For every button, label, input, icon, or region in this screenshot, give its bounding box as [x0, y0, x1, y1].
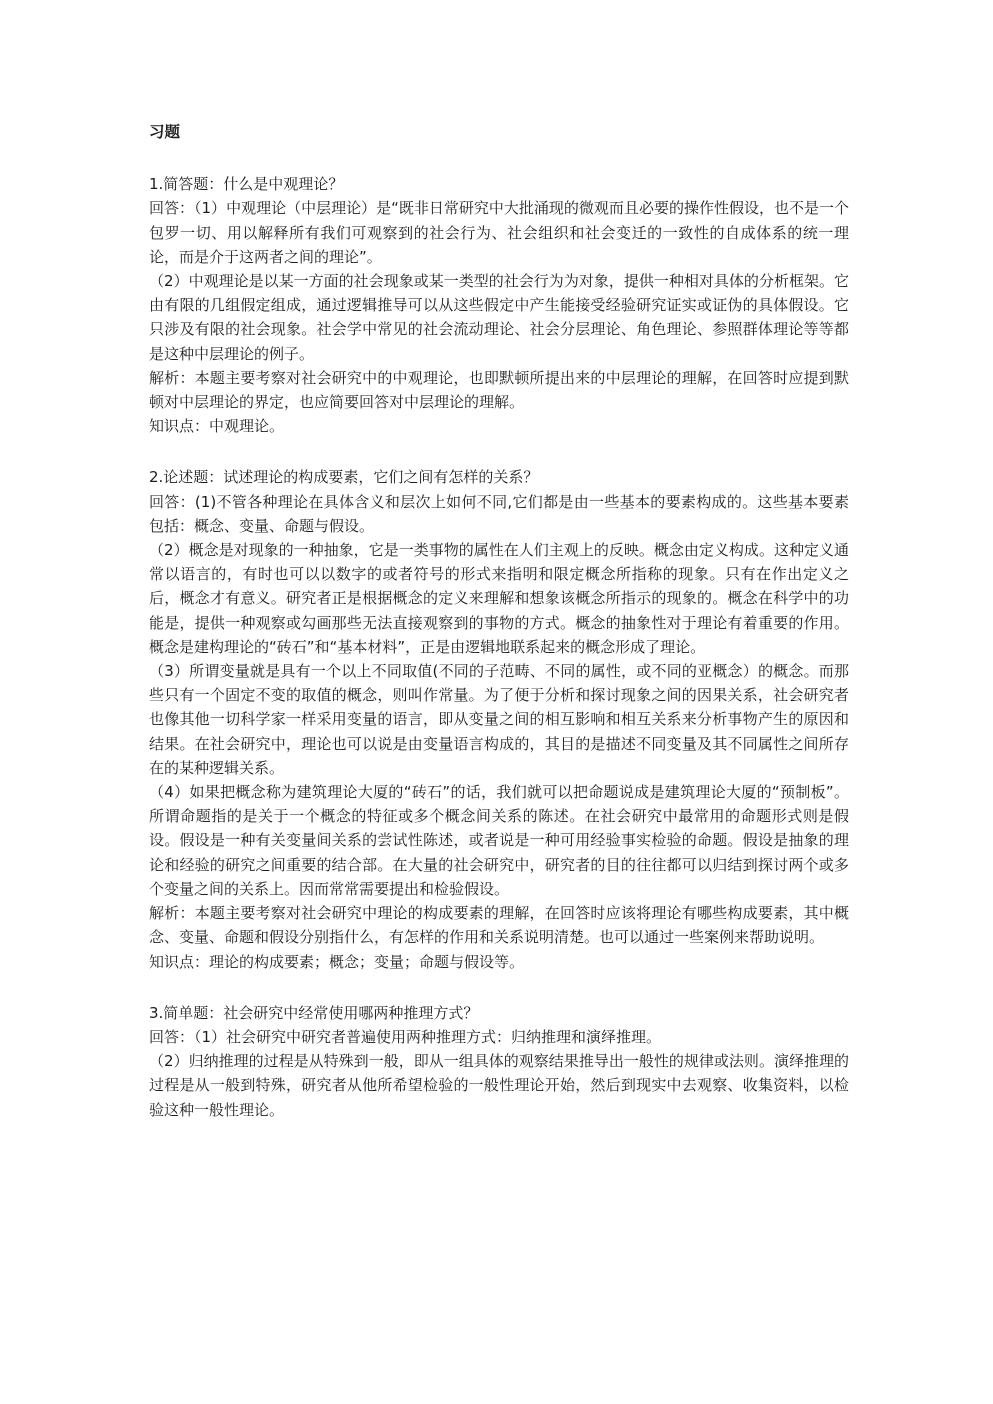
question-heading: 2.论述题：试述理论的构成要素，它们之间有怎样的关系？ — [149, 468, 539, 487]
answer-paragraph: 回答：（1）中观理论（中层理论）是“既非日常研究中大批涌现的微观而且必要的操作性假设，也不是一个包罗一切、用以解释所有我们可观察到的社会行为、社会组织和社会变迁的一致性的自成体系的统一理论，而是介于这两者之间的理论”。 — [149, 199, 849, 266]
knowledge-point: 知识点：中观理论。 — [149, 417, 285, 436]
answer-paragraph: （4）如果把概念称为建筑理论大厦的“砖石”的话，我们就可以把命题说成是建筑理论大厦的“预制板”。所谓命题指的是关于一个概念的特征或多个概念间关系的陈述。在社会研究中最常用的命题形式则是假设。假设是一种有关变量间关系的尝试性陈述，或者说是一种可用经验事实检验的命题。假设是抽象的理论和经验的研究之间重要的结合部。在大量的社会研究中，研究者的目的往往都可以归结到探讨两个或多个变量之间的关系上。因而常常需要提出和检验假设。 — [149, 783, 849, 898]
question-block-3 — [149, 1001, 849, 1122]
answer-paragraph: （2）概念是对现象的一种抽象，它是一类事物的属性在人们主观上的反映。概念由定义构成。这种定义通常以语言的，有时也可以以数字的或者符号的形式来指明和限定概念所指称的现象。只有在作出定义之后，概念才有意义。研究者正是根据概念的定义来理解和想象该概念所指示的现象的。概念在科学中的功能是，提供一种观察或勾画那些无法直接观察到的事物的方式。概念的抽象性对于理论有着重要的作用。概念是建构理论的“砖石”和“基本材料”，正是由逻辑地联系起来的概念形成了理论。 — [149, 541, 849, 656]
analysis-paragraph: 解析：本题主要考察对社会研究中理论的构成要素的理解，在回答时应该将理论有哪些构成要素，其中概念、变量、命题和假设分别指什么，有怎样的作用和关系说明清楚。也可以通过一些案例来帮助说明。 — [149, 904, 849, 947]
answer-paragraph: （2）归纳推理的过程是从特殊到一般，即从一组具体的观察结果推导出一般性的规律或法则。演绎推理的过程是从一般到特殊，研究者从他所希望检验的一般性理论开始，然后到现实中去观察、收集资料，以检验这种一般性理论。 — [149, 1052, 849, 1119]
question-heading: 3.简单题：社会研究中经常使用哪两种推理方式？ — [149, 1003, 479, 1022]
answer-paragraph: 回答：(1)不管各种理论在具体含义和层次上如何不同,它们都是由一些基本的要素构成的。这些基本要素包括：概念、变量、命题与假设。 — [149, 492, 849, 535]
answer-paragraph: 回答：（1）社会研究中研究者普遍使用两种推理方式：归纳推理和演绎推理。 — [149, 1027, 662, 1046]
analysis-paragraph: 解析：本题主要考察对社会研究中的中观理论，也即默顿所提出来的中层理论的理解，在回答时应提到默顿对中层理论的界定，也应简要回答对中层理论的理解。 — [149, 368, 849, 412]
answer-paragraph: （2）中观理论是以某一方面的社会现象或某一类型的社会行为为对象，提供一种相对具体的分析框架。它由有限的几组假定组成，通过逻辑推导可以从这些假定中产生能接受经验研究证实或证伪的具体假设。它只涉及有限的社会现象。社会学中常见的社会流动理论、社会分层理论、角色理论、参照群体理论等等都是这种中层理论的例子。 — [149, 272, 849, 363]
question-heading: 1.简答题：什么是中观理论？ — [149, 175, 344, 194]
page-title: 习题 — [149, 123, 181, 141]
question-block-1 — [149, 172, 849, 438]
question-block-2 — [149, 465, 849, 973]
answer-paragraph: （3）所谓变量就是具有一个以上不同取值(不同的子范畴、不同的属性，或不同的亚概念）的概念。而那些只有一个固定不变的取值的概念，则叫作常量。为了便于分析和探讨现象之间的因果关系，社会研究者也像其他一切科学家一样采用变量的语言，即从变量之间的相互影响和相互关系来分析事物产生的原因和结果。在社会研究中，理论也可以说是由变量语言构成的，其目的是描述不同变量及其不同属性之间所存在的某种逻辑关系。 — [149, 662, 849, 777]
document-content — [149, 120, 849, 1149]
knowledge-point: 知识点：理论的构成要素；概念；变量；命题与假设等。 — [149, 952, 525, 971]
